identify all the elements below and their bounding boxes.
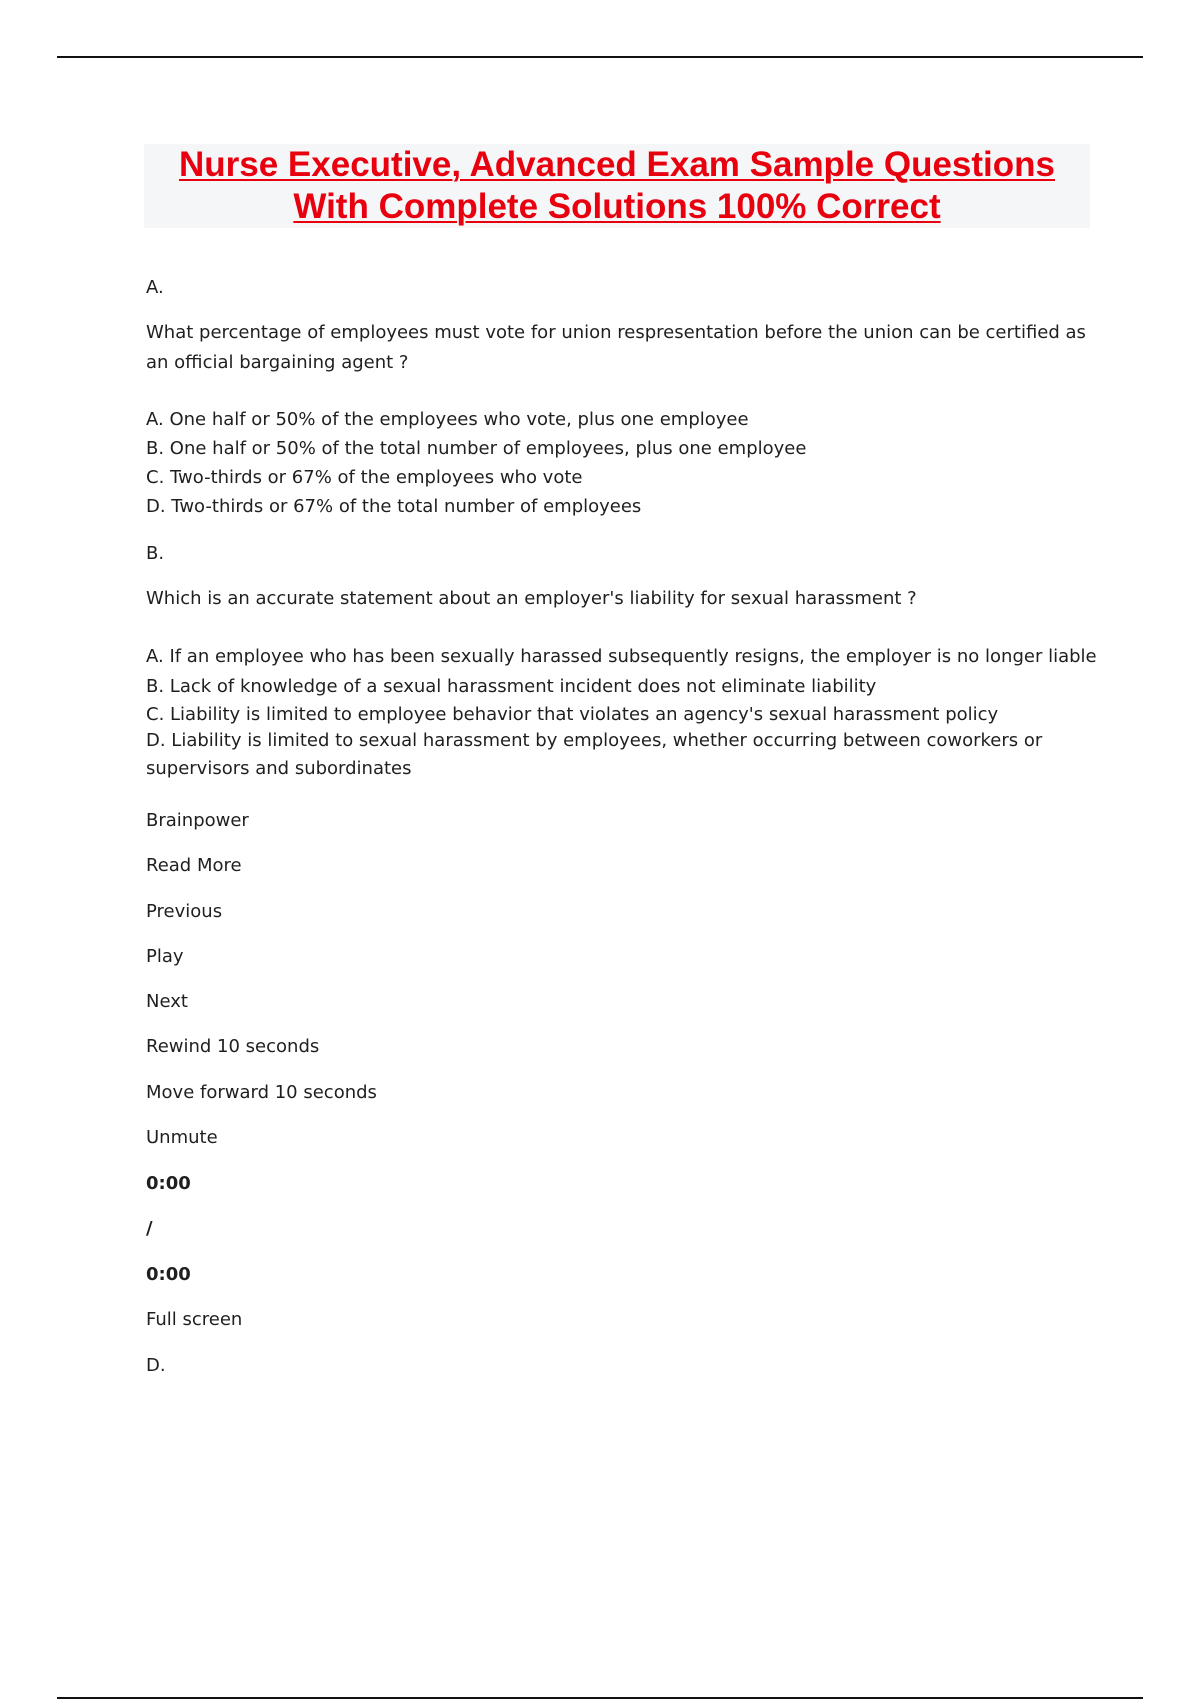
q2-option-c: C. Liability is limited to employee behavior that violates an agency's sexual harassment policy [146,704,999,725]
brainpower-label: Brainpower [146,810,249,831]
q1-prompt: What percentage of employees must vote for union respresentation before the union can be certified as an official bargaining agent ? [146,322,1086,373]
q2-answer-label: B. [146,543,165,564]
unmute-button[interactable]: Unmute [146,1127,218,1148]
q1-option-c: C. Two-thirds or 67% of the employees who vote [146,467,583,488]
time-separator: / [146,1218,153,1239]
fullscreen-button[interactable]: Full screen [146,1309,243,1330]
q1-option-a: A. One half or 50% of the employees who vote, plus one employee [146,409,749,430]
q2-option-b: B. Lack of knowledge of a sexual harassment incident does not eliminate liability [146,676,877,697]
q2-option-a: A. If an employee who has been sexually harassed subsequently resigns, the employer is no longer liable [146,646,1097,667]
header-rule [57,56,1143,58]
q1-option-d: D. Two-thirds or 67% of the total number of employees [146,496,642,517]
duration-time: 0:00 [146,1264,191,1285]
current-time: 0:00 [146,1173,191,1194]
title-line-2: With Complete Solutions 100% Correct [293,187,941,226]
q2-option-d: D. Liability is limited to sexual harassment by employees, whether occurring between coworkers or supervisors and subordinates [146,730,1043,779]
previous-button[interactable]: Previous [146,901,223,922]
read-more-link[interactable]: Read More [146,855,242,876]
play-button[interactable]: Play [146,946,184,967]
q2-prompt: Which is an accurate statement about an employer's liability for sexual harassment ? [146,588,917,609]
footer-rule [57,1697,1143,1699]
q1-option-b: B. One half or 50% of the total number of employees, plus one employee [146,438,807,459]
forward-button[interactable]: Move forward 10 seconds [146,1082,377,1103]
next-button[interactable]: Next [146,991,188,1012]
document-title [144,144,1090,228]
rewind-button[interactable]: Rewind 10 seconds [146,1036,320,1057]
title-line-1: Nurse Executive, Advanced Exam Sample Questions [179,145,1055,184]
q3-answer-label: D. [146,1355,166,1376]
q1-answer-label: A. [146,277,164,298]
